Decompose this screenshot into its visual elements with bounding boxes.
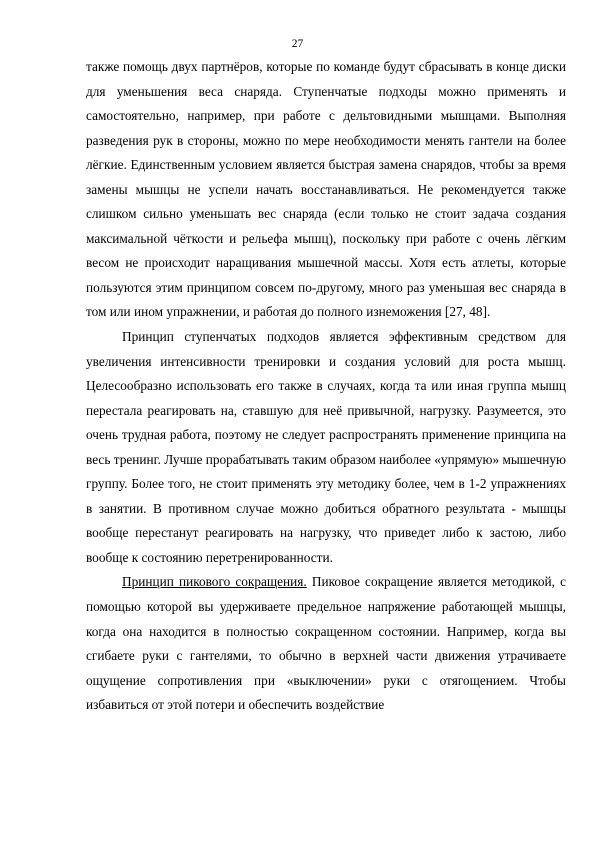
- page-number: 27: [291, 38, 304, 50]
- paragraph-stepped-sets-principle: Принцип ступенчатых подходов является эффективным средством для увеличения интенсивности тренировки и создания условий для роста мышц. Целесообразно использовать его также в случаях, когда та или иная группа мышц перестала реагировать на, ставшую для неё привычной, нагрузку. Разумеется, это очень трудная работа, поэтому не следует распространять применение принципа на весь тренинг. Лучше прорабатывать таким образом наиболее «упрямую» мышечную группу. Более того, не стоит применять эту методику более, чем в 1-2 упражнениях в занятии. В противном случае можно добиться обратного результата - мышцы вообще перестанут реагировать на нагрузку, что приведет либо к застою, либо вообще к состоянию перетренированности.: [86, 329, 566, 565]
- peak-contraction-text: Пиковое сокращение является методикой, с помощью которой вы удерживаете предельное напряжение работающей мышцы, когда она находится в полностью сокращенном состоянии. Например, когда вы сгибаете руки с гантелями, то обычно в верхней части движения утрачиваете ощущение сопротивления при «выключении» руки с отягощением. Чтобы избавиться от этой потери и обеспечить воздействие: [86, 574, 566, 713]
- paragraph-stepped-sets-continuation: также помощь двух партнёров, которые по команде будут сбрасывать в конце диски для уменьшения веса снаряда. Ступенчатые подходы можно применять и самостоятельно, например, при работе с дельтовидными мышцами. Выполняя разведения рук в стороны, можно по мере необходимости менять гантели на более лёгкие. Единственным условием является быстрая замена снарядов, чтобы за время замены мышцы не успели начать восстанавливаться. Не рекомендуется также слишком сильно уменьшать вес снаряда (если только не стоит задача создания максимальной чёткости и рельефа мышц), поскольку при работе с очень лёгким весом не происходит наращивания мышечной массы. Хотя есть атлеты, которые пользуются этим принципом совсем по-другому, много раз уменьшая вес снаряда в том или ином упражнении, и работая до полного изнеможения [27, 48].: [86, 59, 566, 320]
- body-text: [86, 55, 566, 718]
- paragraph-peak-contraction: [86, 570, 566, 717]
- peak-contraction-heading: Принцип пикового сокращения.: [122, 574, 307, 590]
